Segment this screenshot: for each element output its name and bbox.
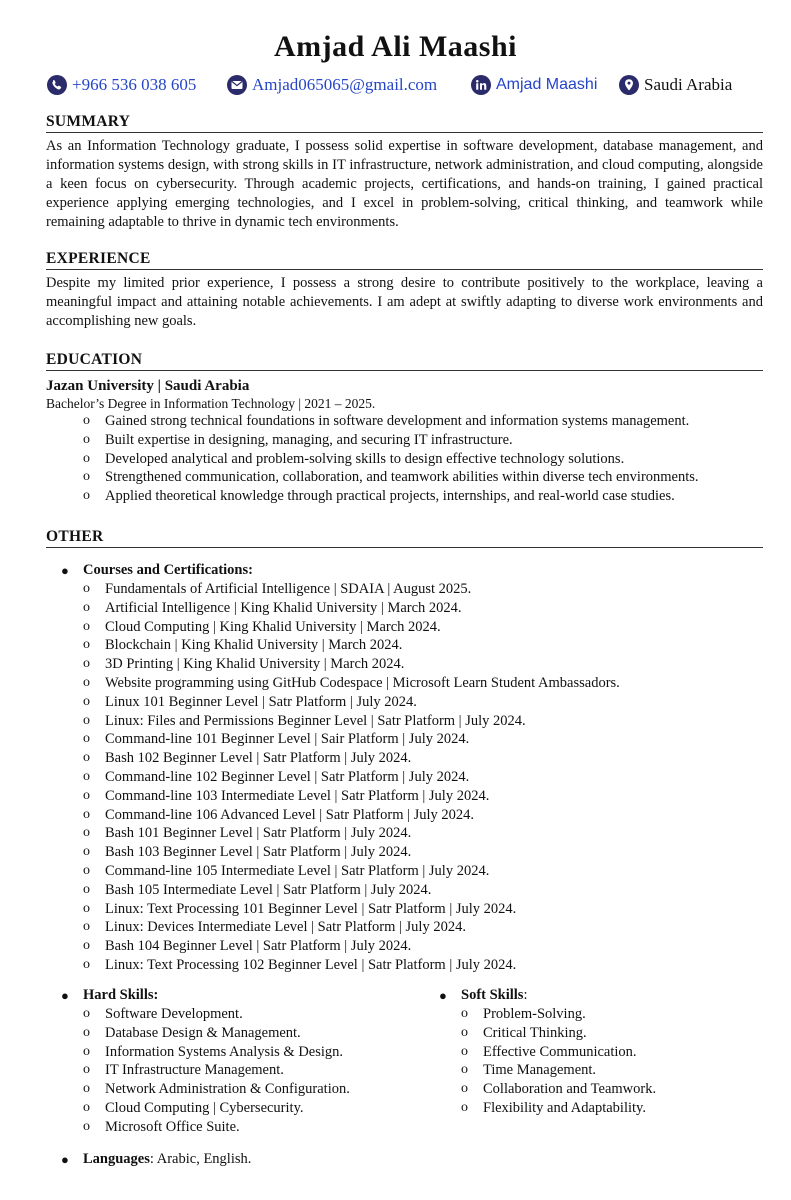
phone-number: +966 536 038 605 [72,75,197,94]
course-item: o Bash 104 Beginner Level | Satr Platform | July 2024. [46,937,763,956]
experience-section [46,249,763,331]
courses-list [46,580,763,975]
course-item: o 3D Printing | King Khalid University | March 2024. [46,655,763,674]
summary-text: As an Information Technology graduate, I possess solid expertise in software development, database management, and information systems design, with strong skills in IT infrastructure, network administration, and cloud computing, alongside a keen focus on cybersecurity. Through academic projects, certifications, and hands-on training, I gained practical experience applying emerging technologies, and I excel in problem-solving, critical thinking, and teamwork while remaining adaptable to thrive in dynamic tech environments. [46,138,763,230]
soft-skills-list [424,1005,754,1118]
email-icon [226,74,248,96]
soft-skills-heading: ● Soft Skills: [439,987,528,1003]
languages-title: Languages [83,1151,150,1167]
course-item: o Command-line 105 Intermediate Level | Satr Platform | July 2024. [46,862,763,881]
soft-skill-item: o Critical Thinking. [424,1024,754,1043]
university-name: Jazan University | Saudi Arabia [46,378,250,394]
education-point: o Gained strong technical foundations in software development and information systems management. [46,412,763,431]
contact-bar [46,72,746,98]
education-point: o Built expertise in designing, managing, and securing IT infrastructure. [46,431,763,450]
course-item: o Linux: Files and Permissions Beginner Level | Satr Platform | July 2024. [46,712,763,731]
phone-icon [46,74,68,96]
hard-skills-block [46,986,426,1137]
soft-skills-title: Soft Skills [461,987,524,1003]
soft-skill-item: o Time Management. [424,1061,754,1080]
other-section [46,527,763,975]
linkedin-icon [470,74,492,96]
email-address: Amjad065065@gmail.com [252,75,438,94]
linkedin-contact[interactable] [470,72,597,98]
experience-text: Despite my limited prior experience, I possess a strong desire to contribute positively to the workplace, leaving a meaningful impact and attaining notable achievements. I am adept at swiftly adapting to diverse work environments and accomplishing new goals. [46,275,763,329]
hard-skill-item: o IT Infrastructure Management. [46,1061,426,1080]
course-item: o Command-line 101 Beginner Level | Sair Platform | July 2024. [46,730,763,749]
education-point: o Strengthened communication, collaboration, and teamwork abilities within diverse tech environments. [46,468,763,487]
languages-text: : Arabic, English. [149,1151,252,1167]
soft-skill-item: o Flexibility and Adaptability. [424,1099,754,1118]
education-points [46,412,763,506]
degree-line: Bachelor’s Degree in Information Technology | 2021 – 2025. [46,396,376,411]
phone-contact[interactable] [46,72,196,98]
course-item: o Website programming using GitHub Codespace | Microsoft Learn Student Ambassadors. [46,674,763,693]
hard-skills-list [46,1005,426,1137]
course-item: o Fundamentals of Artificial Intelligence | SDAIA | August 2025. [46,580,763,599]
hard-skill-item: o Information Systems Analysis & Design. [46,1043,426,1062]
hard-skill-item: o Network Administration & Configuration. [46,1080,426,1099]
soft-skills-block [424,986,754,1118]
hard-skill-item: o Microsoft Office Suite. [46,1118,426,1137]
course-item: o Command-line 102 Beginner Level | Satr Platform | July 2024. [46,768,763,787]
course-item: o Bash 105 Intermediate Level | Satr Platform | July 2024. [46,881,763,900]
education-heading: EDUCATION [46,350,763,371]
course-item: o Linux: Text Processing 102 Beginner Level | Satr Platform | July 2024. [46,956,763,975]
hard-skills-heading: ● Hard Skills: [61,987,159,1003]
hard-skill-item: o Cloud Computing | Cybersecurity. [46,1099,426,1118]
location-contact [618,72,732,98]
course-item: o Bash 102 Beginner Level | Satr Platform | July 2024. [46,749,763,768]
course-item: o Bash 103 Beginner Level | Satr Platform | July 2024. [46,843,763,862]
education-point: o Applied theoretical knowledge through practical projects, internships, and real-world case studies. [46,487,763,506]
course-item: o Cloud Computing | King Khalid University | March 2024. [46,618,763,637]
course-item: o Blockchain | King Khalid University | March 2024. [46,636,763,655]
location-pin-icon [618,74,640,96]
soft-skills-colon: : [523,987,528,1003]
summary-section [46,112,763,232]
languages-line: ● Languages: Arabic, English. [61,1151,252,1167]
location-text: Saudi Arabia [644,75,733,94]
hard-skill-item: o Software Development. [46,1005,426,1024]
course-item: o Linux: Text Processing 101 Beginner Level | Satr Platform | July 2024. [46,900,763,919]
soft-skill-item: o Effective Communication. [424,1043,754,1062]
courses-heading: ● Courses and Certifications: [61,562,253,578]
course-item: o Bash 101 Beginner Level | Satr Platform | July 2024. [46,824,763,843]
course-item: o Command-line 103 Intermediate Level | Satr Platform | July 2024. [46,787,763,806]
education-point: o Developed analytical and problem-solving skills to design effective technology solutions. [46,450,763,469]
course-item: o Linux: Devices Intermediate Level | Satr Platform | July 2024. [46,918,763,937]
course-item: o Artificial Intelligence | King Khalid University | March 2024. [46,599,763,618]
languages-block [46,1150,546,1169]
experience-heading: EXPERIENCE [46,249,763,270]
summary-heading: SUMMARY [46,112,763,133]
candidate-name: Amjad Ali Maashi [273,30,518,63]
other-heading: OTHER [46,527,763,548]
soft-skill-item: o Problem-Solving. [424,1005,754,1024]
soft-skill-item: o Collaboration and Teamwork. [424,1080,754,1099]
hard-skills-title: Hard Skills: [83,987,159,1003]
hard-skill-item: o Database Design & Management. [46,1024,426,1043]
course-item: o Command-line 106 Advanced Level | Satr Platform | July 2024. [46,806,763,825]
course-item: o Linux 101 Beginner Level | Satr Platform | July 2024. [46,693,763,712]
education-section [46,350,763,506]
linkedin-name: Amjad Maashi [496,76,598,93]
email-contact[interactable] [226,72,437,98]
courses-title: Courses and Certifications: [83,562,253,578]
